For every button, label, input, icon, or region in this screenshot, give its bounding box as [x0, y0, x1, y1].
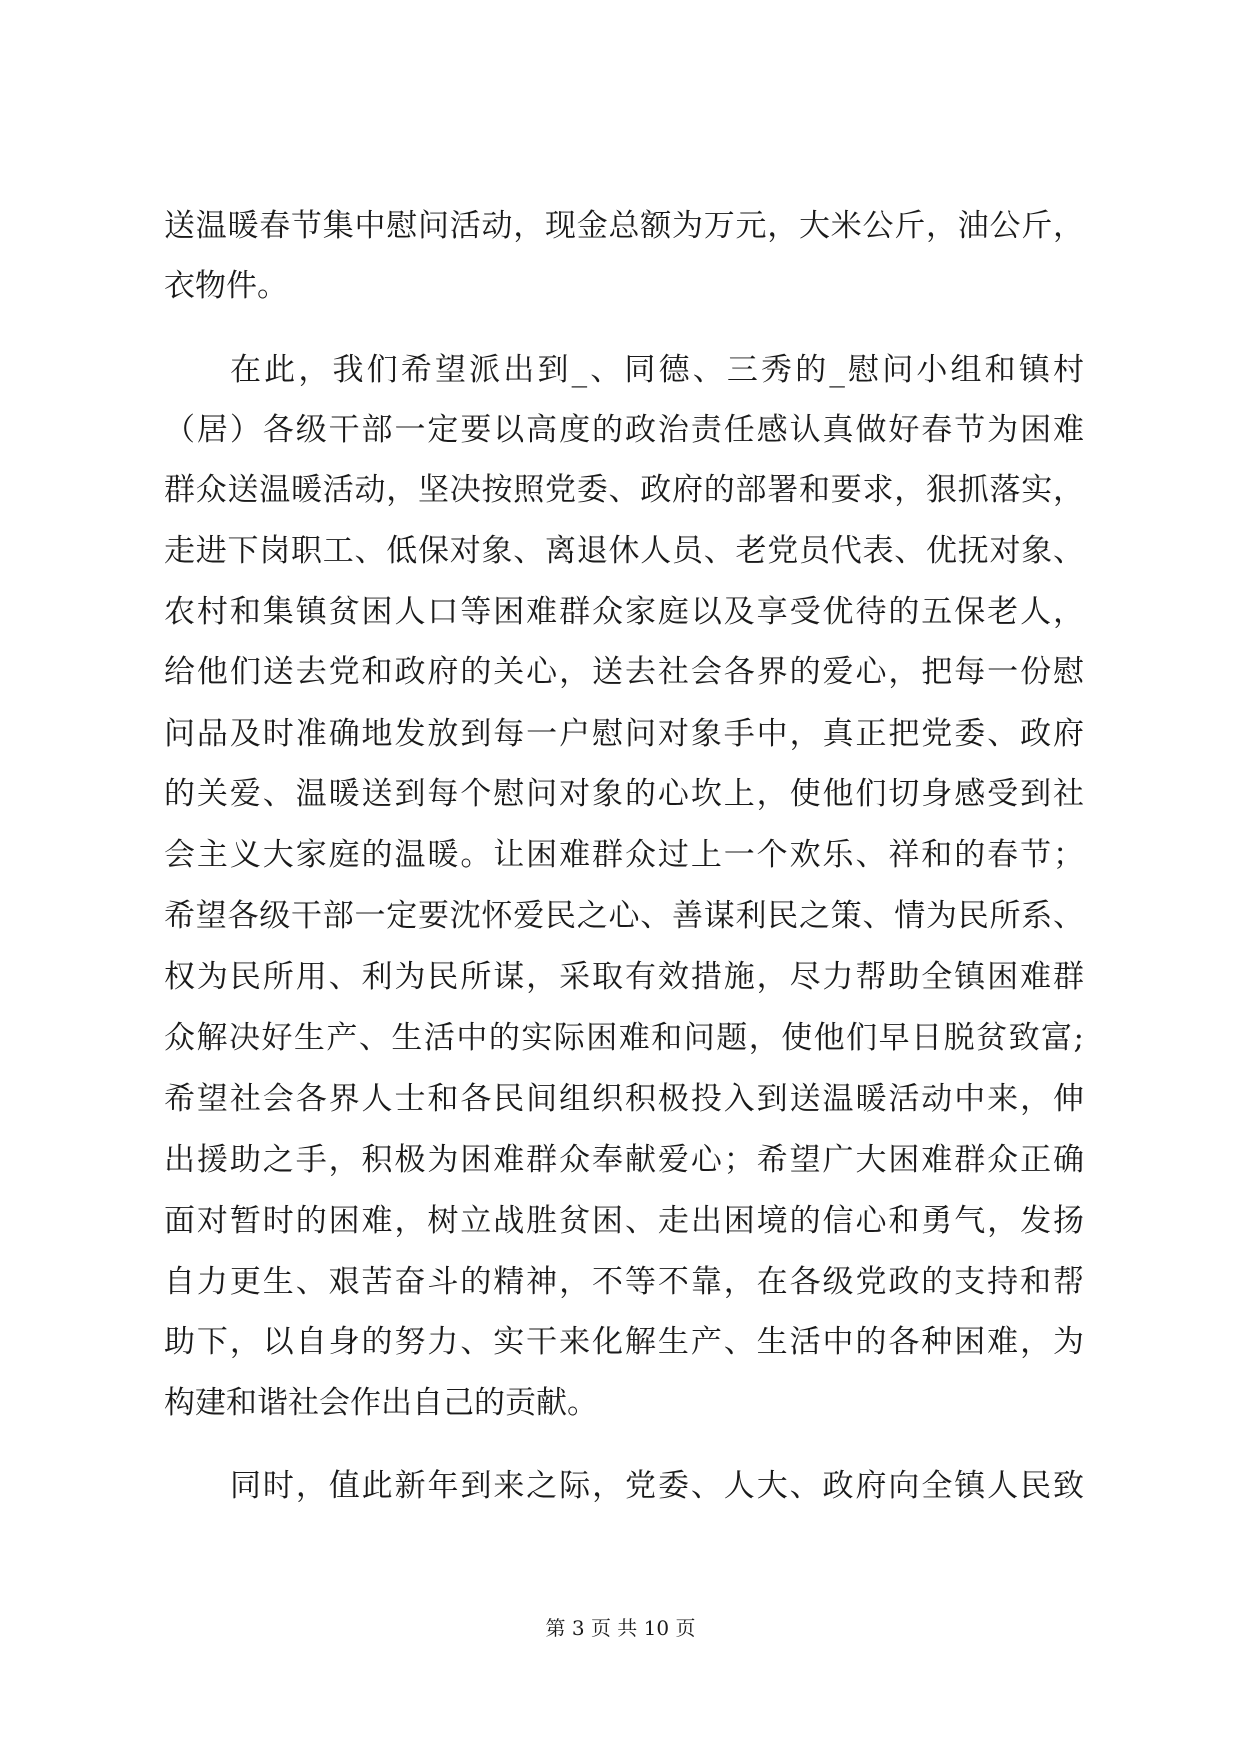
- text-line: 问品及时准确地发放到每一户慰问对象手中，真正把党委、政府: [164, 716, 1084, 752]
- text-line: 同时，值此新年到来之际，党委、人大、政府向全镇人民致: [230, 1468, 1084, 1504]
- text-line: 出援助之手，积极为困难群众奉献爱心；希望广大困难群众正确: [164, 1142, 1084, 1178]
- text-line: 的关爱、温暖送到每个慰问对象的心坎上，使他们切身感受到社: [164, 776, 1084, 812]
- text-line: 助下，以自身的努力、实干来化解生产、生活中的各种困难，为: [164, 1324, 1084, 1360]
- text-line: 构建和谐社会作出自己的贡献。: [164, 1385, 598, 1421]
- text-line: 在此，我们希望派出到_、同德、三秀的_慰问小组和镇村: [230, 352, 1084, 388]
- text-line: 权为民所用、利为民所谋，采取有效措施，尽力帮助全镇困难群: [164, 959, 1084, 995]
- text-line: 衣物件。: [164, 268, 288, 304]
- page-number-footer: 第 3 页 共 10 页: [545, 1616, 696, 1640]
- text-line: 送温暖春节集中慰问活动，现金总额为万元，大米公斤，油公斤，: [164, 208, 1084, 244]
- text-line: （居）各级干部一定要以高度的政治责任感认真做好春节为困难: [164, 412, 1084, 448]
- text-line: 农村和集镇贫困人口等困难群众家庭以及享受优待的五保老人，: [164, 594, 1084, 630]
- text-line: 面对暂时的困难，树立战胜贫困、走出困境的信心和勇气，发扬: [164, 1203, 1084, 1239]
- text-line: 群众送温暖活动，坚决按照党委、政府的部署和要求，狠抓落实，: [164, 472, 1084, 508]
- text-line: 众解决好生产、生活中的实际困难和问题，使他们早日脱贫致富;: [164, 1020, 1084, 1056]
- text-line: 给他们送去党和政府的关心，送去社会各界的爱心，把每一份慰: [164, 654, 1084, 690]
- text-line: 希望各级干部一定要沈怀爱民之心、善谋利民之策、情为民所系、: [164, 898, 1084, 934]
- text-line: 走进下岗职工、低保对象、离退休人员、老党员代表、优抚对象、: [164, 533, 1084, 569]
- text-line: 希望社会各界人士和各民间组织积极投入到送温暖活动中来，伸: [164, 1081, 1084, 1117]
- text-line: 会主义大家庭的温暖。让困难群众过上一个欢乐、祥和的春节；: [164, 837, 1084, 873]
- text-line: 自力更生、艰苦奋斗的精神，不等不靠，在各级党政的支持和帮: [164, 1264, 1084, 1300]
